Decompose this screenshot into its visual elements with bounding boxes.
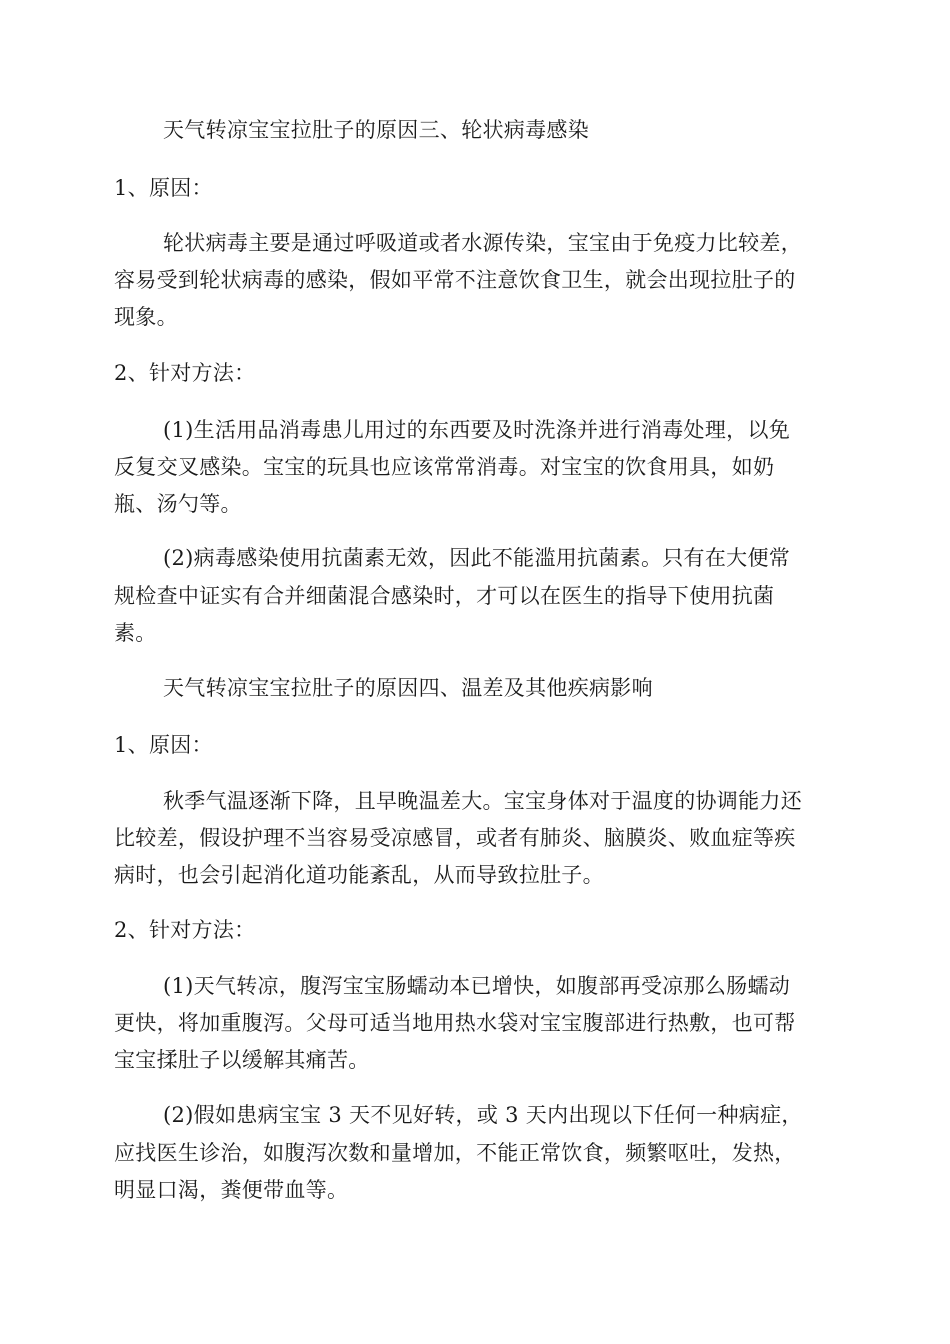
paragraph-line: 宝宝揉肚子以缓解其痛苦。 [114,1048,370,1072]
paragraph-line: 比较差，假设护理不当容易受凉感冒，或者有肺炎、脑膜炎、败血症等疾 [114,826,796,850]
subheading: 2、针对方法： [114,918,256,942]
paragraph-line: (2)假如患病宝宝 3 天不见好转，或 3 天内出现以下任何一种病症， [163,1103,803,1127]
section-heading: 天气转凉宝宝拉肚子的原因三、轮状病毒感染 [163,118,589,142]
paragraph-line: 轮状病毒主要是通过呼吸道或者水源传染，宝宝由于免疫力比较差， [163,231,802,255]
section-heading: 天气转凉宝宝拉肚子的原因四、温差及其他疾病影响 [163,676,653,700]
paragraph-line: 素。 [114,621,157,645]
paragraph-line: 容易受到轮状病毒的感染，假如平常不注意饮食卫生，就会出现拉肚子的 [114,268,796,292]
paragraph-line: (1)天气转凉，腹泻宝宝肠蠕动本已增快，如腹部再受凉那么肠蠕动 [163,974,791,998]
paragraph-line: 现象。 [114,305,178,329]
subheading: 1、原因： [114,733,213,757]
paragraph-line: 更快，将加重腹泻。父母可适当地用热水袋对宝宝腹部进行热敷，也可帮 [114,1011,796,1035]
subheading: 2、针对方法： [114,361,256,385]
paragraph-line: (2)病毒感染使用抗菌素无效，因此不能滥用抗菌素。只有在大便常 [163,546,791,570]
subheading: 1、原因： [114,176,213,200]
paragraph-line: 病时，也会引起消化道功能紊乱，从而导致拉肚子。 [114,863,604,887]
paragraph-line: (1)生活用品消毒患儿用过的东西要及时洗涤并进行消毒处理，以免 [163,418,791,442]
paragraph-line: 秋季气温逐渐下降，且早晚温差大。宝宝身体对于温度的协调能力还 [163,789,802,813]
paragraph-line: 反复交叉感染。宝宝的玩具也应该常常消毒。对宝宝的饮食用具，如奶 [114,455,775,479]
paragraph-line: 应找医生诊治，如腹泻次数和量增加，不能正常饮食，频繁呕吐，发热， [114,1141,796,1165]
paragraph-line: 规检查中证实有合并细菌混合感染时，才可以在医生的指导下使用抗菌 [114,584,775,608]
paragraph-line: 瓶、汤勺等。 [114,492,242,516]
paragraph-line: 明显口渴，粪便带血等。 [114,1178,349,1202]
